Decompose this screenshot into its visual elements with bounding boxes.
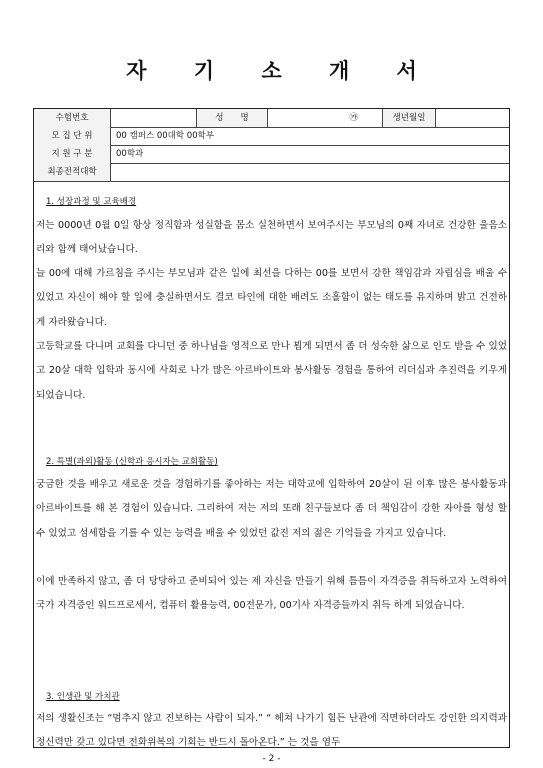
essay-body	[34, 181, 509, 747]
exam-number-field[interactable]	[111, 109, 196, 127]
name-label: 성 명	[197, 109, 267, 127]
section-heading-3: 3. 인생관 및 가치관	[46, 692, 120, 702]
section-2-paragraph-2: 이에 만족하지 않고, 좀 더 당당하고 준비되어 있는 제 자신을 만들기 위해 틈틈이 자격증을 취득하고자 노력하여 국가 자격증인 워드프로세서, 컴퓨터 활용능력, 00전문가, 00기사 자격증들까지 취득 하게 되었습니다.	[36, 576, 507, 612]
section-heading-1: 1. 성장과정 및 교육배경	[46, 197, 137, 207]
section-3-paragraph-1: 저의 생활신조는 “멈추지 않고 진보하는 사람이 되자.” “ 헤쳐 나가기 힘든 난관에 직면하더라도 강인한 의지력과 정신력만 갖고 있다면 전화위복의 기회는 반드시 돌아온다.” 는 것을 염두	[36, 713, 507, 749]
section-1-paragraph-3: 고등학교를 다니며 교회를 다니던 중 하나님을 영적으로 만나 뵙게 되면서 좀 더 성숙한 삶으로 인도 받을 수 있었고 20살 대학 입학과 동시에 사회로 나가 많은 아르바이트와 봉사활동 경험을 통하여 리더십과 추진력을 키우게 되었습니다.	[36, 341, 507, 401]
last-school-field[interactable]	[111, 163, 509, 181]
header-row-unit	[34, 127, 509, 146]
last-school-label: 최종전적대학	[34, 163, 110, 181]
document-title: 자 기 소 개 서	[126, 59, 437, 83]
section-heading-2: 2. 특별(과외)활동 (신학과 응시자는 교회활동)	[46, 457, 218, 467]
apply-category-label: 지 원 구 분	[34, 145, 110, 163]
recruit-unit-label: 모 집 단 위	[34, 127, 110, 145]
header-row-school	[34, 163, 509, 182]
birthdate-field[interactable]	[436, 109, 510, 127]
header-row-exam	[34, 109, 509, 128]
form-frame	[33, 108, 510, 748]
section-1-paragraph-1: 저는 0000년 0월 0일 항상 정직함과 성실함을 몸소 실천하면서 보여주시는 부모님의 0째 자녀로 건강한 울음소리와 함께 태어났습니다.	[36, 220, 507, 256]
exam-number-label: 수험번호	[34, 109, 110, 127]
section-1-paragraph-2: 늘 00에 대해 가르침을 주시는 부모님과 같은 일에 최선을 다하는 00를 보면서 강한 책임감과 자립심을 배울 수 있었고 자신이 해야 할 일에 충실하면서도 결코 타인에 대한 배려도 소홀함이 없는 태도를 유지하며 밝고 건전하게 자라왔습니다.	[36, 268, 507, 328]
page-number: - 2 -	[262, 754, 281, 764]
recruit-unit-value: 00 캠퍼스 00대학 00학부	[116, 131, 215, 141]
header-row-category	[34, 145, 509, 164]
section-2-paragraph-1: 궁금한 것을 배우고 새로운 것을 경험하기를 좋아하는 저는 대학교에 입학하여 20살이 된 이후 많은 봉사활동과 아르바이트를 해 본 경험이 있습니다. 그리하여 저는 저의 또래 친구들보다 좀 더 책임감이 강한 자아를 형성 할 수 있었고 섬세함을 기를 수 있는 능력을 배울 수 있었던 값진 저의 젊은 기억들을 가지고 있습니다.	[36, 479, 507, 539]
birthdate-label: 생년월일	[383, 109, 435, 127]
seal-mark: ㉮	[349, 113, 358, 123]
apply-category-value: 00학과	[116, 149, 144, 159]
